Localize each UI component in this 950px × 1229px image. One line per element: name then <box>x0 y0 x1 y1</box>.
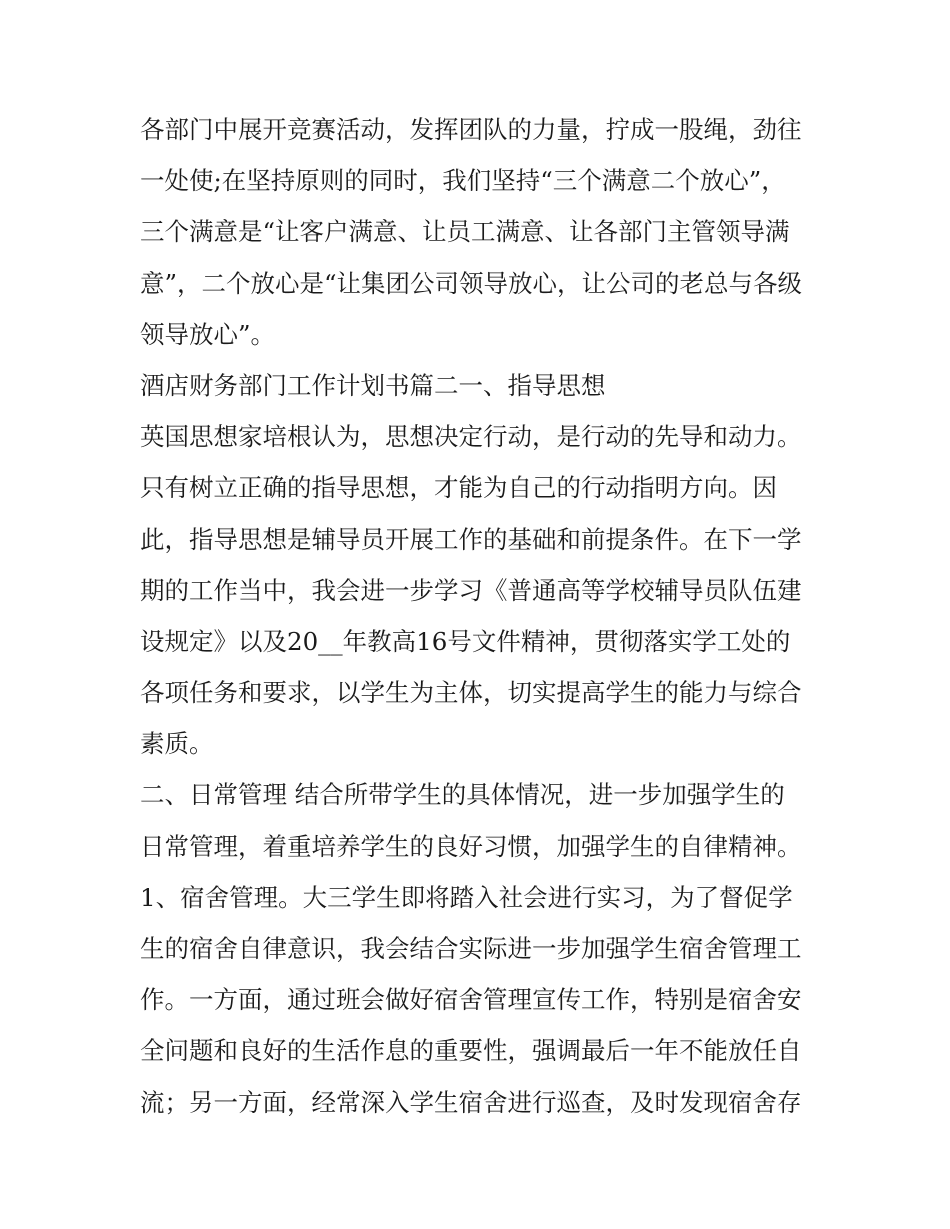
text-line: 期的工作当中，我会进一步学习《普通高等学校辅导员队伍建 <box>140 575 802 605</box>
text-line: 只有树立正确的指导思想，才能为自己的行动指明方向。因 <box>140 473 777 503</box>
text-line: 日常管理，着重培养学生的良好习惯，加强学生的自律精神。 <box>140 831 802 861</box>
text-line: 生的宿舍自律意识，我会结合实际进一步加强学生宿舍管理工 <box>140 934 802 963</box>
text-line: 领导放心”。 <box>140 319 276 349</box>
text-line: 各项任务和要求，以学生为主体，切实提高学生的能力与综合 <box>140 678 802 708</box>
text-line: 设规定》以及20__年教高16号文件精神，贯彻落实学工处的 <box>140 626 791 656</box>
text-line: 二、日常管理 结合所带学生的具体情况，进一步加强学生的 <box>140 780 785 810</box>
text-line: 各部门中展开竞赛活动，发挥团队的力量，拧成一股绳，劲往 <box>140 115 802 144</box>
text-line: 流；另一方面，经常深入学生宿舍进行巡查，及时发现宿舍存 <box>140 1087 802 1117</box>
text-line: 此，指导思想是辅导员开展工作的基础和前提条件。在下一学 <box>140 524 802 554</box>
text-line: 英国思想家培根认为，思想决定行动，是行动的先导和动力。 <box>140 422 802 452</box>
text-line: 三个满意是“让客户满意、让员工满意、让各部门主管领导满 <box>140 217 790 247</box>
text-line: 全问题和良好的生活作息的重要性，强调最后一年不能放任自 <box>140 1036 802 1066</box>
text-line: 作。一方面，通过班会做好宿舍管理宣传工作，特别是宿舍安 <box>140 985 802 1015</box>
text-line: 素质。 <box>140 729 214 759</box>
text-line: 意”，二个放心是“让集团公司领导放心，让公司的老总与各级 <box>140 268 803 298</box>
section-heading: 酒店财务部门工作计划书篇二一、指导思想 <box>140 370 606 400</box>
text-line: 一处使;在坚持原则的同时，我们坚持“三个满意二个放心”， <box>140 166 786 196</box>
body-text <box>140 104 820 1128</box>
text-line: 1、宿舍管理。大三学生即将踏入社会进行实习，为了督促学 <box>140 882 793 912</box>
